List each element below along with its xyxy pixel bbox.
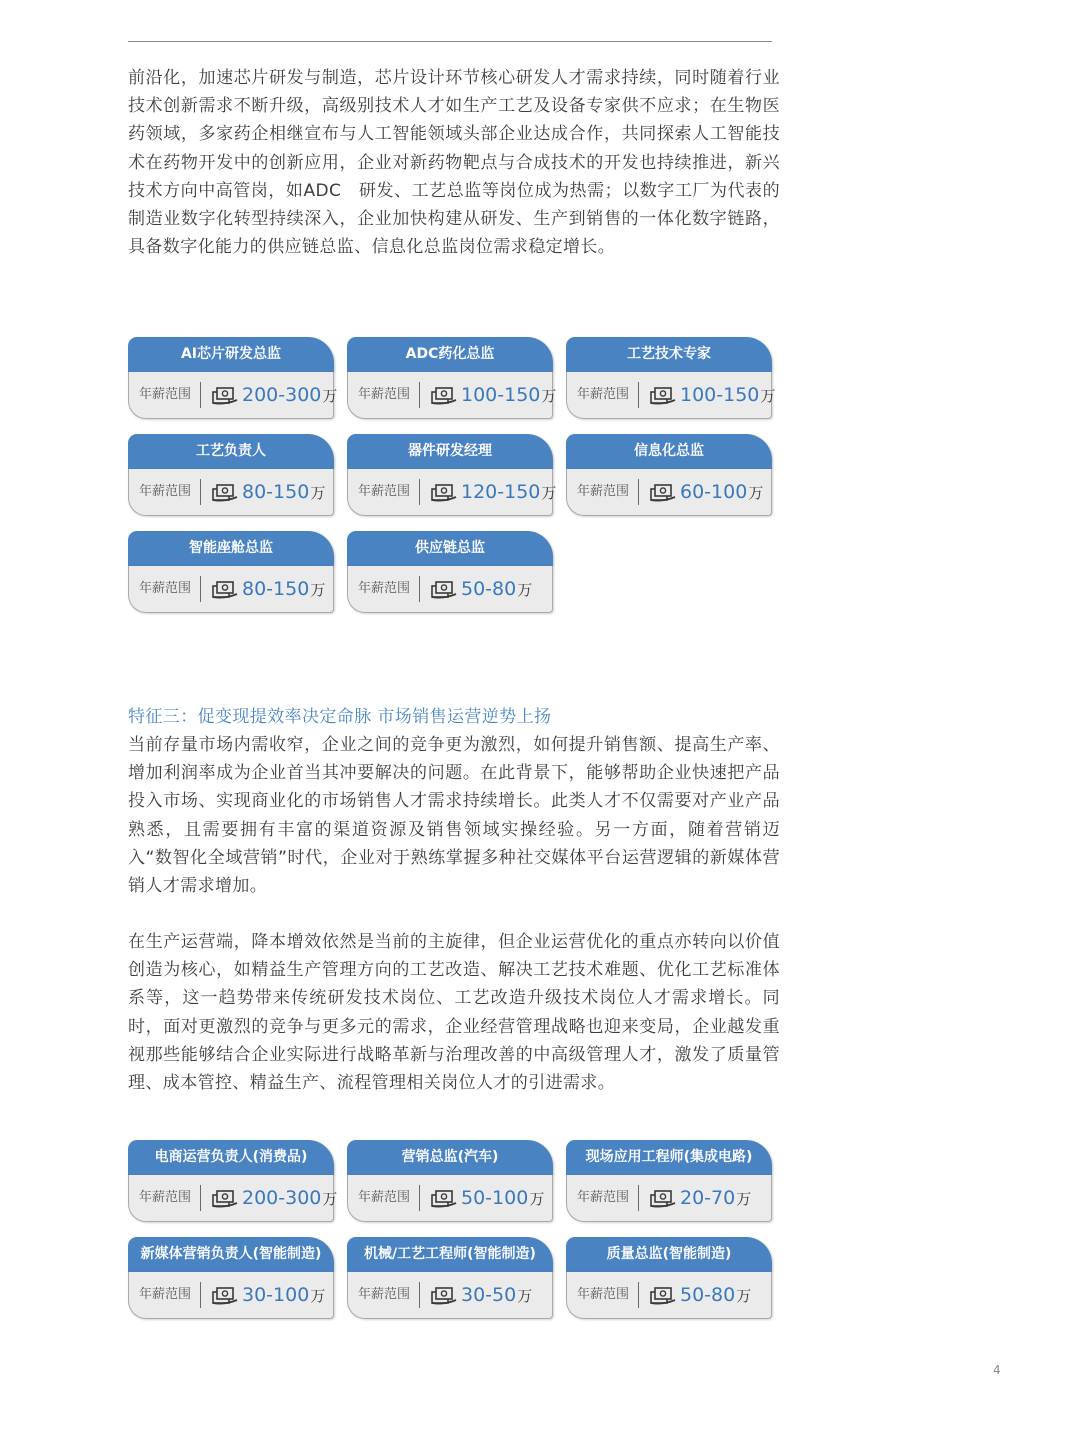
- section3-paragraph-1: 当前存量市场内需收窄，企业之间的竞争更为激烈，如何提升销售额、提高生产率、增加利润率成为企业首当其冲要解决的问题。在此背景下，能够帮助企业快速把产品投入市场、实现商业化的市场销售人才需求持续增长。此类人才不仅需要对产业产品熟悉，且需要拥有丰富的渠道资源及销售领域实操经验。另一方面，随着营销迈入“数智化全域营销”时代，企业对于熟练掌握多种社交媒体平台运营逻辑的新媒体营销人才需求增加。: [128, 735, 780, 897]
- salary-range: 120-150: [461, 481, 541, 503]
- salary-row: [566, 1175, 772, 1222]
- salary-value: [461, 574, 532, 605]
- vertical-divider: [638, 479, 639, 505]
- job-title: 信息化总监: [566, 434, 772, 469]
- money-bills-icon: [212, 386, 238, 405]
- salary-range: 200-300: [242, 1187, 322, 1209]
- salary-card: [128, 337, 338, 420]
- salary-range: 30-50: [461, 1284, 517, 1306]
- salary-value: [242, 1280, 325, 1311]
- money-bills-icon: [650, 1286, 676, 1305]
- salary-card: [128, 531, 334, 614]
- money-bills-icon: [650, 386, 676, 405]
- salary-row: [347, 1272, 553, 1319]
- money-bills-icon: [431, 483, 457, 502]
- salary-value: [242, 574, 325, 605]
- salary-range: 100-150: [461, 384, 541, 406]
- salary-label: 年薪范围: [577, 484, 630, 499]
- salary-unit: 万: [322, 387, 338, 405]
- salary-unit: 万: [541, 387, 557, 405]
- salary-unit: 万: [529, 1190, 545, 1208]
- salary-card: [347, 1237, 553, 1320]
- salary-range: 100-150: [680, 384, 760, 406]
- money-bills-icon: [431, 580, 457, 599]
- salary-range: 50-80: [461, 578, 517, 600]
- salary-label: 年薪范围: [577, 387, 630, 402]
- salary-unit: 万: [541, 484, 557, 502]
- vertical-divider: [419, 1185, 420, 1211]
- salary-card: [566, 1237, 772, 1320]
- salary-row: [566, 469, 772, 516]
- job-title: AI芯片研发总监: [128, 337, 334, 372]
- job-title: 现场应用工程师(集成电路): [566, 1140, 772, 1175]
- salary-label: 年薪范围: [139, 387, 192, 402]
- vertical-divider: [638, 382, 639, 408]
- salary-unit: 万: [760, 387, 776, 405]
- salary-value: [680, 380, 775, 411]
- vertical-divider: [419, 1282, 420, 1308]
- salary-range: 60-100: [680, 481, 748, 503]
- salary-row: [347, 469, 557, 516]
- salary-card: [128, 434, 334, 517]
- salary-label: 年薪范围: [577, 1287, 630, 1302]
- salary-row: [128, 566, 334, 613]
- job-title: 营销总监(汽车): [347, 1140, 553, 1175]
- salary-unit: 万: [748, 484, 764, 502]
- salary-label: 年薪范围: [139, 581, 192, 596]
- vertical-divider: [419, 479, 420, 505]
- salary-range: 20-70: [680, 1187, 736, 1209]
- top-divider: [128, 41, 772, 42]
- job-title: 机械/工艺工程师(智能制造): [347, 1237, 553, 1272]
- salary-unit: 万: [517, 581, 533, 599]
- salary-unit: 万: [310, 484, 326, 502]
- salary-label: 年薪范围: [358, 1190, 411, 1205]
- salary-label: 年薪范围: [358, 484, 411, 499]
- salary-range: 80-150: [242, 578, 310, 600]
- job-title: 质量总监(智能制造): [566, 1237, 772, 1272]
- salary-card: [347, 531, 553, 614]
- job-title: ADC药化总监: [347, 337, 553, 372]
- money-bills-icon: [212, 580, 238, 599]
- salary-unit: 万: [736, 1287, 752, 1305]
- salary-value: [461, 1183, 544, 1214]
- vertical-divider: [419, 576, 420, 602]
- salary-value: [242, 380, 337, 411]
- salary-value: [242, 1183, 337, 1214]
- salary-row: [128, 469, 334, 516]
- salary-value: [680, 1183, 751, 1214]
- salary-label: 年薪范围: [139, 484, 192, 499]
- salary-value: [680, 1280, 751, 1311]
- money-bills-icon: [650, 483, 676, 502]
- job-title: 电商运营负责人(消费品): [128, 1140, 334, 1175]
- vertical-divider: [200, 1185, 201, 1211]
- salary-row: [566, 372, 776, 419]
- salary-row: [128, 1272, 334, 1319]
- salary-card: [566, 337, 776, 420]
- salary-card: [347, 1140, 553, 1223]
- vertical-divider: [200, 382, 201, 408]
- page-number: 4: [993, 1363, 1001, 1377]
- vertical-divider: [638, 1185, 639, 1211]
- salary-row: [566, 1272, 772, 1319]
- salary-label: 年薪范围: [139, 1190, 192, 1205]
- salary-row: [347, 1175, 553, 1222]
- salary-card: [128, 1237, 334, 1320]
- salary-value: [461, 380, 556, 411]
- vertical-divider: [200, 576, 201, 602]
- salary-value: [461, 477, 556, 508]
- salary-label: 年薪范围: [358, 1287, 411, 1302]
- salary-range: 50-100: [461, 1187, 529, 1209]
- salary-card: [347, 434, 557, 517]
- salary-row: [347, 566, 553, 613]
- salary-unit: 万: [736, 1190, 752, 1208]
- salary-label: 年薪范围: [358, 387, 411, 402]
- salary-card: [566, 434, 772, 517]
- job-title: 器件研发经理: [347, 434, 553, 469]
- salary-unit: 万: [310, 1287, 326, 1305]
- vertical-divider: [638, 1282, 639, 1308]
- salary-label: 年薪范围: [577, 1190, 630, 1205]
- intro-paragraph: 前沿化，加速芯片研发与制造，芯片设计环节核心研发人才需求持续，同时随着行业技术创新需求不断升级，高级别技术人才如生产工艺及设备专家供不应求；在生物医药领域，多家药企相继宣布与人工智能领域头部企业达成合作，共同探索人工智能技术在药物开发中的创新应用，企业对新药物靶点与合成技术的开发也持续推进，新兴技术方向中高管岗，如ADC 研发、工艺总监等岗位成为热需；以数字工厂为代表的制造业数字化转型持续深入，企业加快构建从研发、生产到销售的一体化数字链路，具备数字化能力的供应链总监、信息化总监岗位需求稳定增长。: [128, 68, 780, 258]
- job-title: 智能座舱总监: [128, 531, 334, 566]
- salary-value: [461, 1280, 532, 1311]
- job-title: 新媒体营销负责人(智能制造): [128, 1237, 334, 1272]
- money-bills-icon: [212, 1286, 238, 1305]
- money-bills-icon: [431, 386, 457, 405]
- salary-unit: 万: [322, 1190, 338, 1208]
- salary-range: 30-100: [242, 1284, 310, 1306]
- section3-paragraph-2: 在生产运营端，降本增效依然是当前的主旋律，但企业运营优化的重点亦转向以价值创造为核心，如精益生产管理方向的工艺改造、解决工艺技术难题、优化工艺标准体系等，这一趋势带来传统研发技术岗位、工艺改造升级技术岗位人才需求增长。同时，面对更激烈的竞争与更多元的需求，企业经营管理战略也迎来变局，企业越发重视那些能够结合企业实际进行战略革新与治理改善的中高级管理人才，激发了质量管理、成本管控、精益生产、流程管理相关岗位人才的引进需求。: [128, 932, 780, 1094]
- salary-range: 50-80: [680, 1284, 736, 1306]
- money-bills-icon: [431, 1286, 457, 1305]
- salary-card: [566, 1140, 772, 1223]
- section-heading: 特征三：促变现提效率决定命脉 市场销售运营逆势上扬: [128, 707, 552, 727]
- vertical-divider: [200, 479, 201, 505]
- vertical-divider: [200, 1282, 201, 1308]
- salary-row: [128, 372, 338, 419]
- salary-value: [242, 477, 325, 508]
- job-title: 工艺负责人: [128, 434, 334, 469]
- money-bills-icon: [650, 1189, 676, 1208]
- salary-card: [347, 337, 557, 420]
- salary-unit: 万: [517, 1287, 533, 1305]
- salary-card: [128, 1140, 338, 1223]
- vertical-divider: [419, 382, 420, 408]
- salary-unit: 万: [310, 581, 326, 599]
- money-bills-icon: [431, 1189, 457, 1208]
- job-title: 供应链总监: [347, 531, 553, 566]
- money-bills-icon: [212, 483, 238, 502]
- money-bills-icon: [212, 1189, 238, 1208]
- salary-range: 200-300: [242, 384, 322, 406]
- salary-label: 年薪范围: [139, 1287, 192, 1302]
- salary-label: 年薪范围: [358, 581, 411, 596]
- salary-range: 80-150: [242, 481, 310, 503]
- salary-value: [680, 477, 763, 508]
- job-title: 工艺技术专家: [566, 337, 772, 372]
- salary-row: [347, 372, 557, 419]
- salary-row: [128, 1175, 338, 1222]
